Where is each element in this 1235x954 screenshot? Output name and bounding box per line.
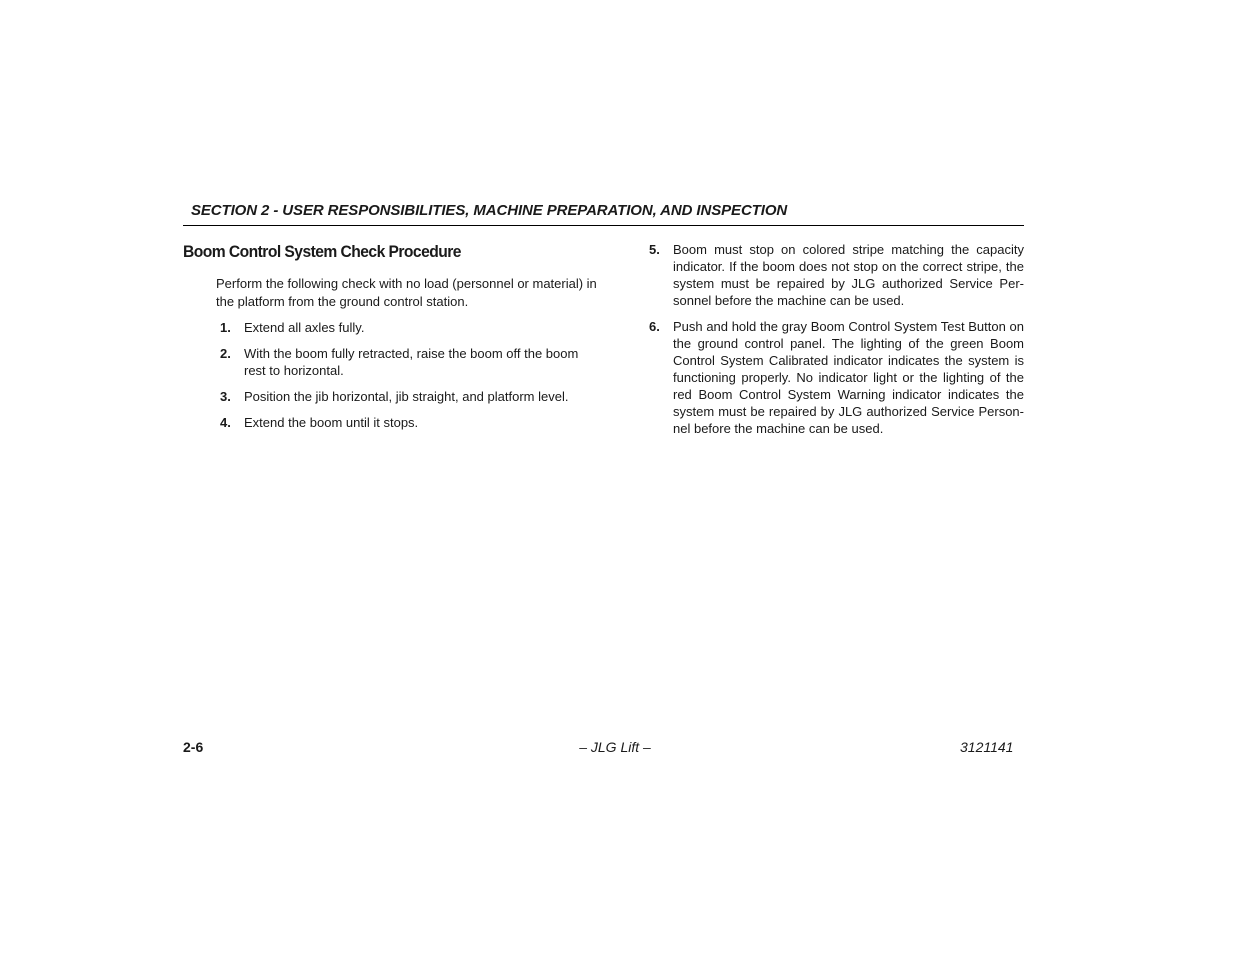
step-item (649, 241, 1024, 309)
footer-title (0, 739, 1235, 755)
step-item (183, 414, 603, 431)
step-item (183, 319, 603, 336)
step-number: 1. (220, 320, 231, 335)
step-item (183, 345, 603, 379)
step-number: 2. (220, 346, 231, 361)
section-header: SECTION 2 - USER RESPONSIBILITIES, MACHINE PREPARATION, AND INSPECTION (191, 202, 788, 219)
step-text: With the boom fully retracted, raise the boom off the boom rest to horizontal. (244, 346, 579, 378)
left-column (183, 240, 603, 440)
step-text: Boom must stop on colored stripe matching the capacity indicator. If the boom does not stop on the correct stripe, the system must be repaired by JLG authorized Service Per-sonnel before the machine can be used. (673, 242, 1024, 308)
page-number: 2-6 (183, 739, 204, 755)
document-number: 3121141 (960, 739, 1014, 755)
step-number: 6. (649, 319, 660, 334)
procedure-intro: Perform the following check with no load (personnel or material) in the platform from the ground control station. (216, 276, 597, 309)
procedure-title: Boom Control System Check Procedure (183, 242, 461, 261)
step-text: Push and hold the gray Boom Control System Test Button on the ground control panel. The lighting of the green Boom Control System Calibrated indicator indicates the system is functioning properly. No indicator light or the lighting of the red Boom Control System Warning indicator indicates the system must be repaired by JLG authorized Service Person-nel before the machine can be used. (673, 319, 1024, 436)
step-text: Extend all axles fully. (244, 320, 365, 335)
header-rule (183, 225, 1024, 226)
steps-list-right (649, 241, 1024, 437)
step-item (649, 318, 1024, 437)
step-number: 3. (220, 389, 231, 404)
step-number: 4. (220, 415, 231, 430)
step-text: Extend the boom until it stops. (244, 415, 419, 430)
right-column (649, 241, 1024, 446)
footer-title-text: – JLG Lift – (579, 739, 651, 755)
steps-list-left (183, 319, 603, 431)
step-number: 5. (649, 242, 660, 257)
step-item (183, 388, 603, 405)
step-text: Position the jib horizontal, jib straight, and platform level. (244, 389, 569, 404)
